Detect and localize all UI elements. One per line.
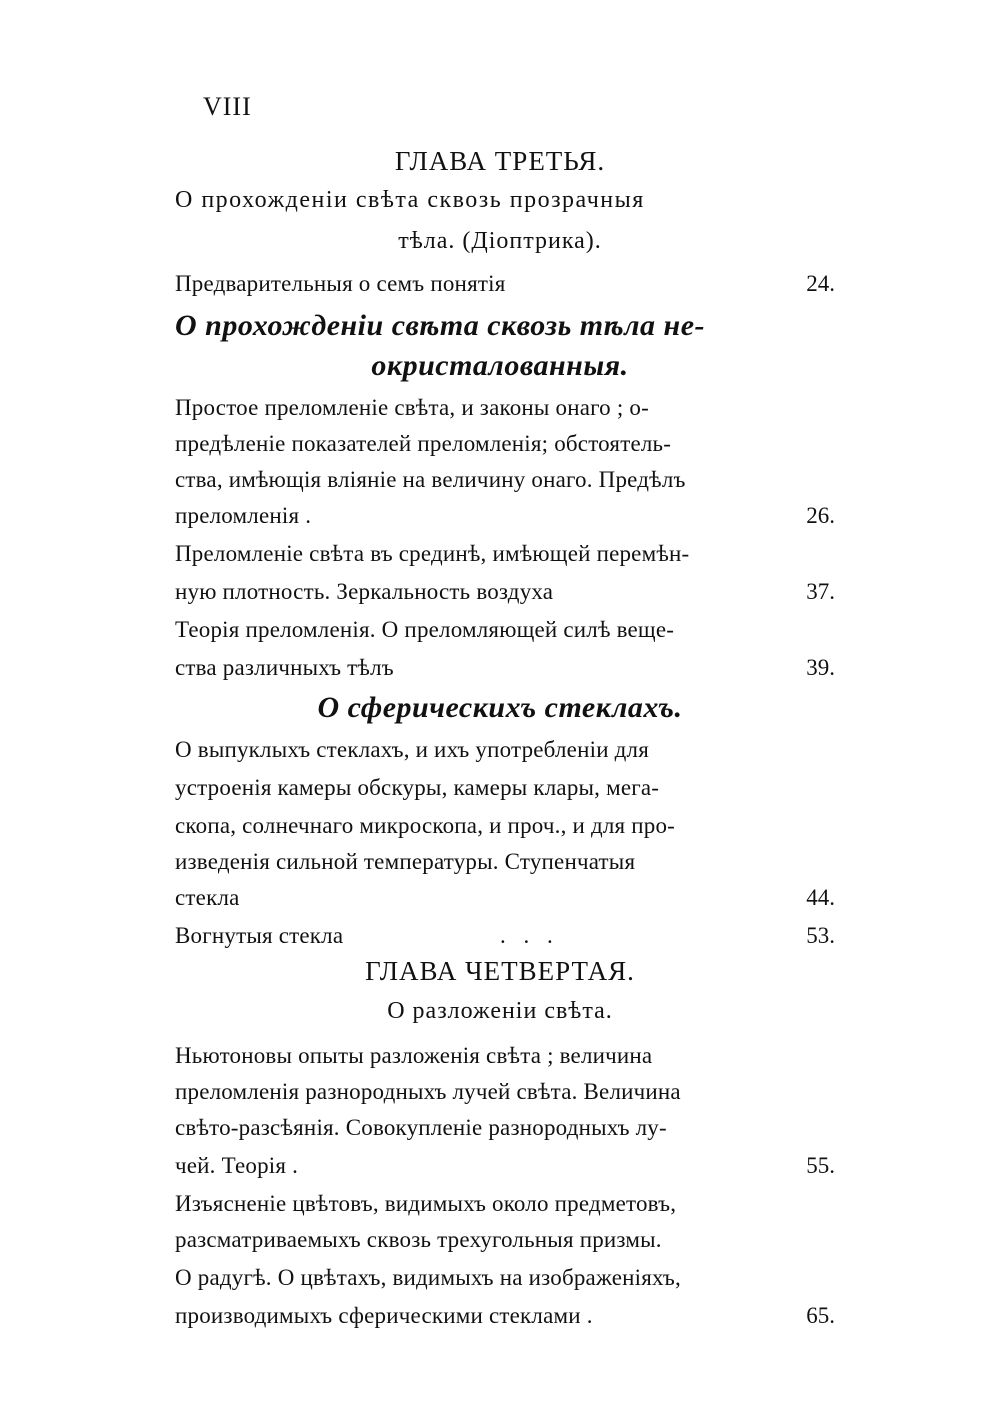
- toc-entry-page: 44.: [806, 885, 835, 910]
- toc-entry-page: 53.: [806, 923, 835, 948]
- toc-entry-line: стекла: [175, 885, 240, 910]
- toc-entry-line: разсматриваемыхъ сквозь трехугольныя призмы.: [175, 1227, 662, 1252]
- toc-entry-line: изведенія сильной температуры. Ступенчатыя: [175, 849, 636, 874]
- section-title: О сферическихъ стеклахъ.: [317, 691, 683, 724]
- toc-entry-line: скопа, солнечнаго микроскопа, и проч., и для про-: [175, 813, 676, 838]
- toc-entry-text: Вогнутыя стекла: [175, 923, 344, 948]
- toc-entry-line: Изъясненіе цвѣтовъ, видимыхъ около предметовъ,: [175, 1191, 677, 1216]
- toc-entry-line: ства различныхъ тѣлъ: [175, 655, 394, 680]
- toc-entry-line: О радугѣ. О цвѣтахъ, видимыхъ на изображеніяхъ,: [175, 1265, 681, 1290]
- section-title-line1: О прохожденіи свѣта сквозь тѣла не-: [175, 309, 706, 342]
- toc-entry-line: О выпуклыхъ стеклахъ, и ихъ употребленіи для: [175, 737, 650, 762]
- toc-entry-page: 55.: [806, 1153, 835, 1178]
- toc-leader-dots: . . .: [500, 923, 559, 948]
- toc-entry-page: 37.: [806, 579, 835, 604]
- toc-entry-page: 39.: [806, 655, 835, 680]
- toc-entry-line: ства, имѣющія вліяніе на величину онаго. Предѣлъ: [175, 467, 686, 492]
- toc-entry-line: Ньютоновы опыты разложенія свѣта ; величина: [175, 1043, 653, 1068]
- chapter-4-title: ГЛАВА ЧЕТВЕРТАЯ.: [365, 956, 635, 986]
- toc-entry-line: свѣто-разсѣянія. Совокупленіе разнородныхъ лу-: [175, 1115, 667, 1140]
- toc-entry-line: Преломленіе свѣта въ срединѣ, имѣющей перемѣн-: [175, 541, 690, 566]
- chapter-4-subtitle: О разложеніи свѣта.: [387, 998, 613, 1024]
- toc-entry-line: Теорія преломленія. О преломляющей силѣ веще-: [175, 617, 675, 642]
- chapter-3-subtitle-line2: тѣла. (Діоптрика).: [398, 228, 602, 254]
- toc-entry-line: чей. Теорія .: [175, 1153, 299, 1178]
- toc-entry-page: 26.: [806, 503, 835, 528]
- chapter-3-title: ГЛАВА ТРЕТЬЯ.: [394, 146, 606, 176]
- toc-entry-page: 65.: [806, 1303, 835, 1328]
- toc-entry-page: 24.: [806, 271, 835, 296]
- toc-entry-line: производимыхъ сферическими стеклами .: [175, 1303, 593, 1328]
- toc-entry-line: ную плотность. Зеркальность воздуха: [175, 579, 554, 604]
- section-title-line2: окристалованныя.: [371, 349, 629, 382]
- toc-entry-line: преломленія .: [175, 503, 312, 528]
- toc-entry-line: предѣленіе показателей преломленія; обстоятель-: [175, 431, 672, 456]
- toc-entry-line: Простое преломленіе свѣта, и законы онаго ; о-: [175, 395, 649, 420]
- chapter-3-subtitle-line1: О прохожденіи свѣта сквозь прозрачныя: [175, 187, 645, 213]
- toc-entry-text: Предварительныя о семъ понятія: [175, 271, 506, 296]
- page-folio: VIII: [203, 92, 252, 121]
- toc-entry-line: преломленія разнородныхъ лучей свѣта. Величина: [175, 1079, 681, 1104]
- toc-entry-line: устроенія камеры обскуры, камеры клары, мега-: [175, 775, 660, 800]
